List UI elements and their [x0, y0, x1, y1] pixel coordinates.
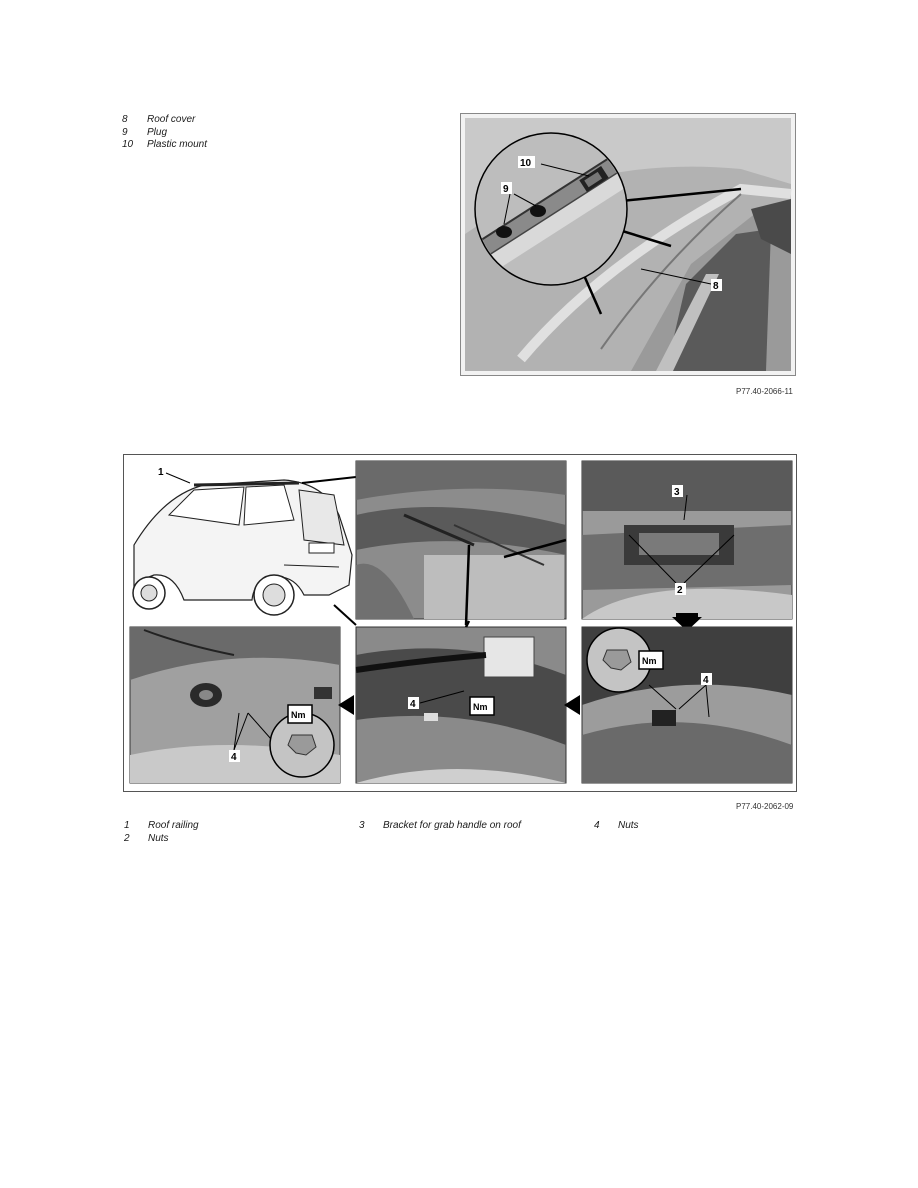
callout-10: 10 — [520, 158, 532, 169]
figure-code: P77.40-2062-09 — [736, 802, 794, 811]
legend-number: 9 — [122, 126, 128, 138]
legend-number: 8 — [122, 114, 128, 125]
roof-railing-drawing — [124, 455, 796, 791]
legend-number: 10 — [122, 139, 134, 150]
legend-text: Plug — [147, 126, 168, 138]
nut-panel-left — [130, 627, 340, 783]
legend-text: Nuts — [148, 833, 169, 844]
torque-label-middle: Nm — [473, 702, 488, 712]
nut-panel-right — [582, 627, 792, 783]
roof-railing-removal-illustration — [123, 454, 797, 792]
top-legend — [122, 114, 322, 152]
legend-number: 4 — [594, 820, 600, 831]
legend-number: 3 — [359, 820, 365, 831]
torque-label-right: Nm — [642, 656, 657, 666]
callout-4-left: 4 — [231, 752, 237, 763]
legend-text: Nuts — [618, 820, 639, 831]
bottom-legend — [124, 820, 804, 850]
torque-label-left: Nm — [291, 710, 306, 720]
nut-panel-middle — [356, 621, 566, 783]
callout-9: 9 — [503, 184, 509, 195]
callout-2: 2 — [677, 585, 683, 596]
callout-3: 3 — [674, 487, 680, 498]
legend-text: Bracket for grab handle on roof — [383, 820, 521, 831]
legend-item — [124, 820, 199, 831]
legend-item — [124, 833, 169, 844]
legend-item — [122, 139, 322, 152]
legend-text: Roof cover — [147, 114, 196, 125]
legend-number: 2 — [124, 833, 130, 844]
callout-4-right: 4 — [703, 675, 709, 686]
legend-item — [594, 820, 639, 831]
legend-item — [359, 820, 521, 831]
legend-item — [122, 127, 322, 140]
callout-8: 8 — [713, 281, 719, 292]
callout-1: 1 — [158, 467, 164, 478]
figure-code: P77.40-2066-11 — [736, 387, 793, 396]
legend-item — [122, 114, 322, 127]
roof-cover-illustration — [460, 113, 796, 376]
roof-cover-drawing — [461, 114, 795, 375]
callout-4-middle: 4 — [410, 699, 416, 710]
legend-number: 1 — [124, 820, 130, 831]
bracket-photo-panel — [582, 461, 792, 619]
headliner-photo-panel — [356, 461, 566, 625]
legend-text: Plastic mount — [147, 139, 208, 150]
legend-text: Roof railing — [148, 820, 199, 831]
